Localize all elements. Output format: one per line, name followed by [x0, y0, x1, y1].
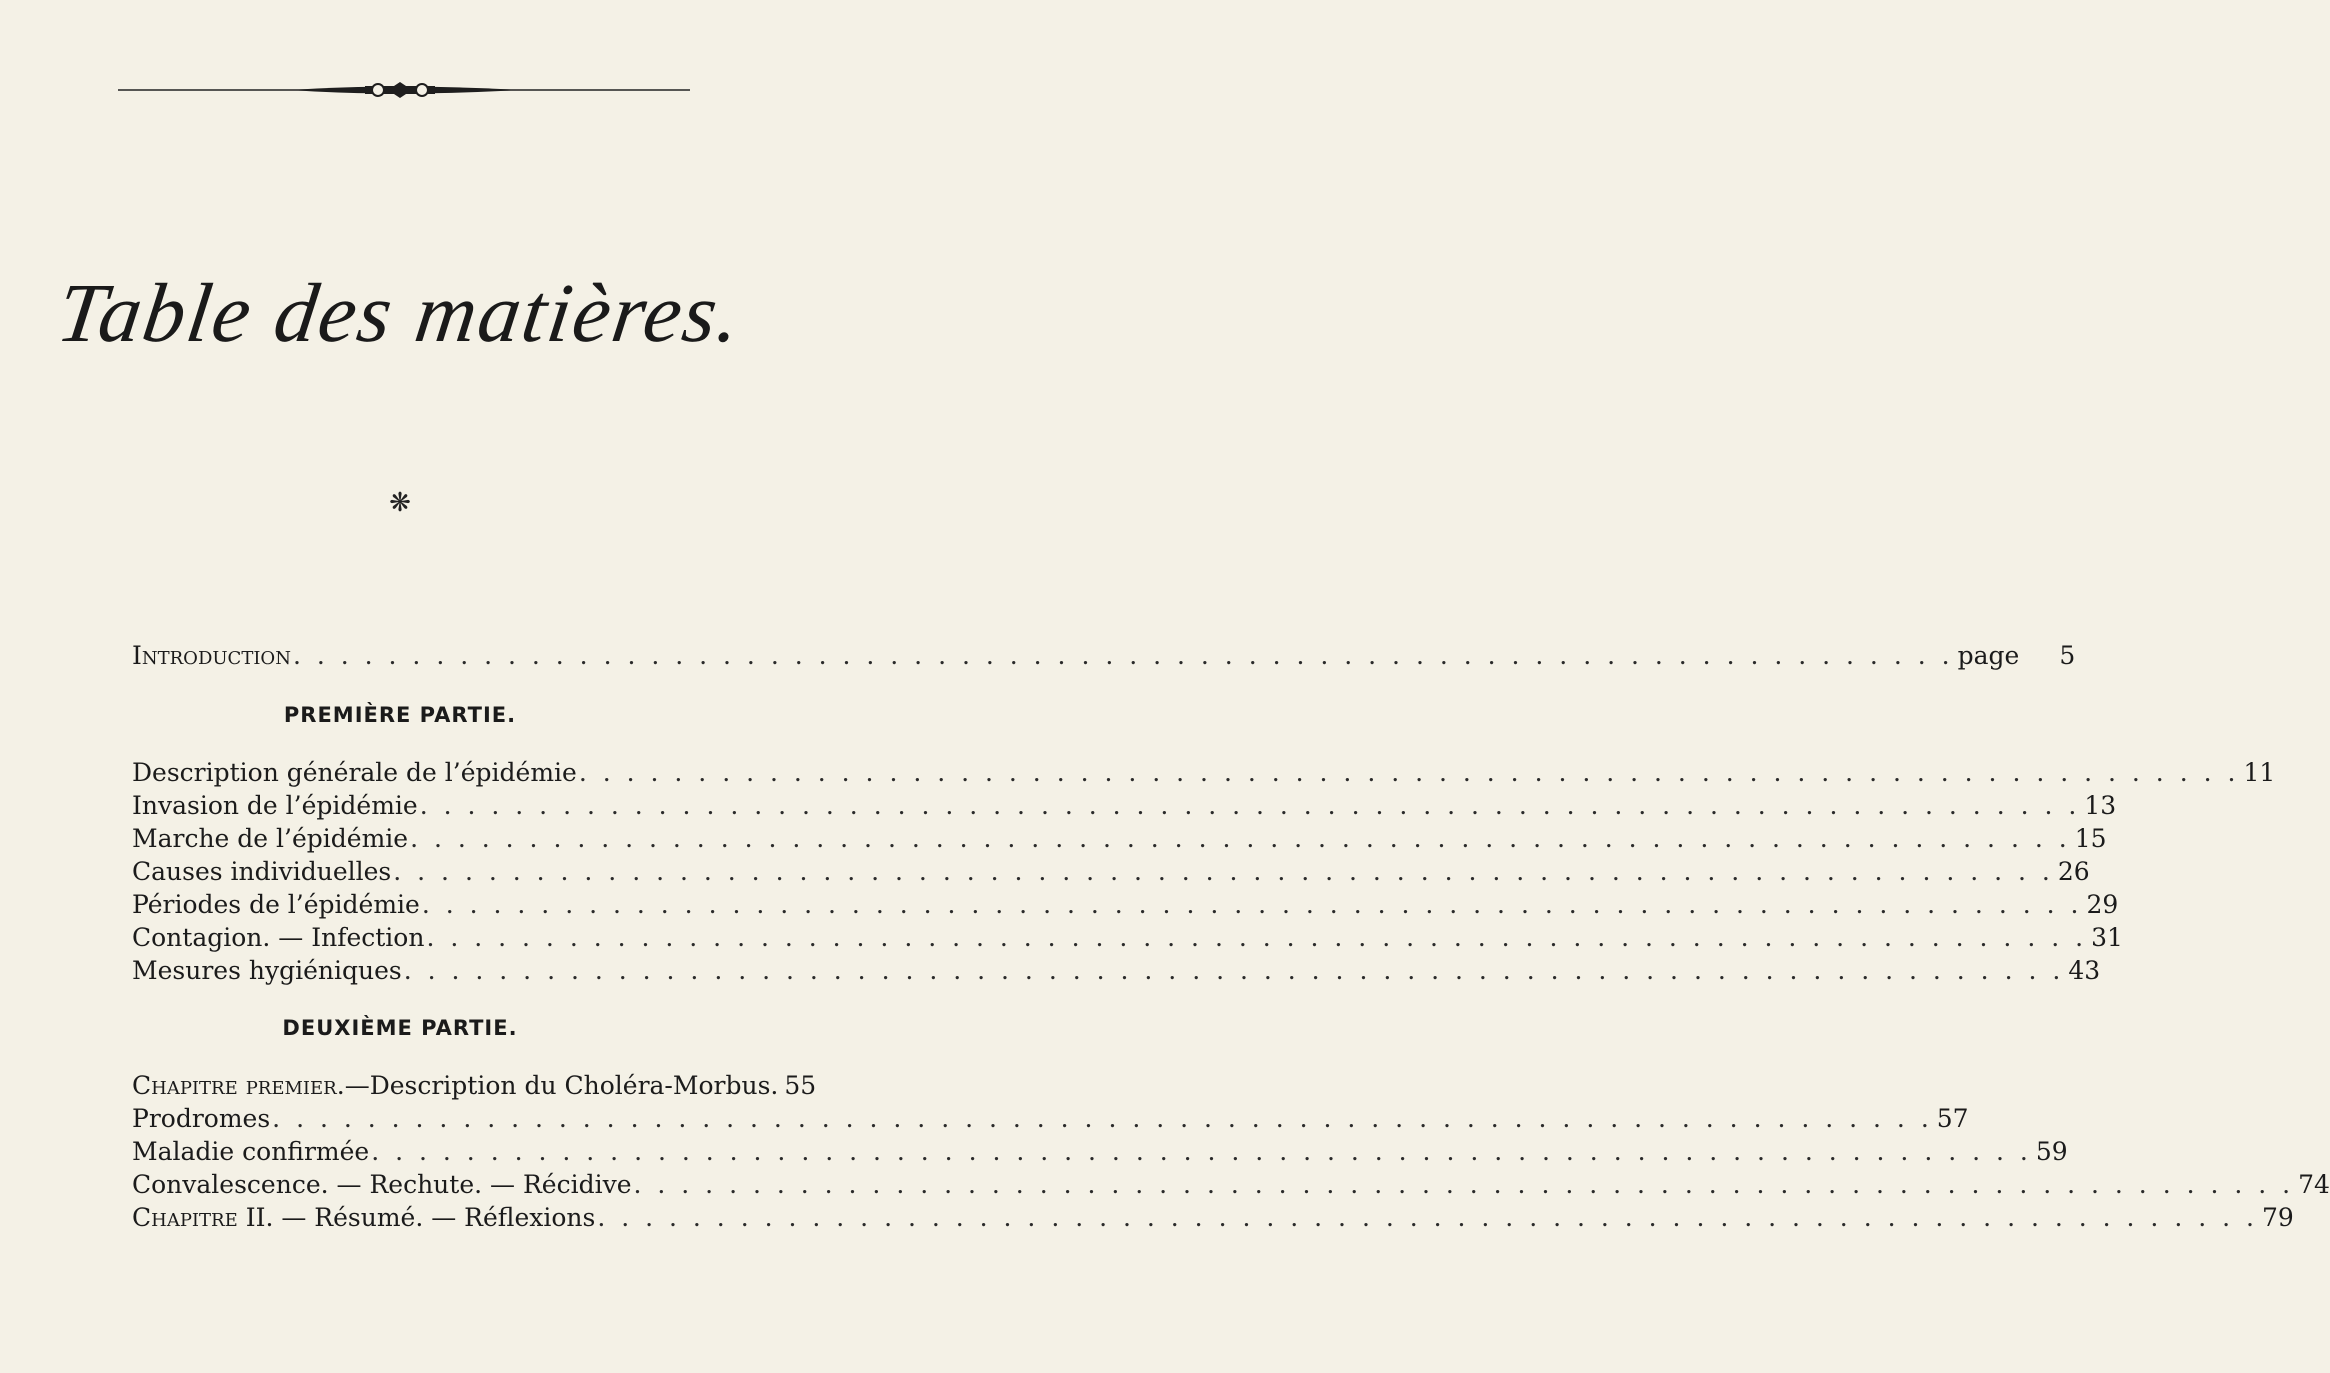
toc-label	[132, 1202, 595, 1234]
leader-dots	[597, 1202, 2258, 1234]
page-number: 57	[1936, 1104, 1969, 1133]
toc-entry-chapter-1	[132, 1070, 817, 1102]
leader-dots	[410, 823, 2071, 855]
toc-entry-chapter-2	[132, 1202, 2294, 1234]
leader-dots	[634, 1169, 2295, 1201]
page-number: 31	[2091, 923, 2123, 952]
toc-entry	[132, 856, 2090, 888]
toc-label: Invasion de l’épidémie	[132, 791, 418, 820]
page-number: 55	[784, 1071, 817, 1100]
toc-entry	[132, 823, 2107, 855]
toc-label: Convalescence. — Rechute. — Récidive	[132, 1170, 632, 1199]
page-number: 11	[2243, 758, 2276, 787]
page-number: 15	[2074, 824, 2107, 853]
toc-entry	[132, 790, 2117, 822]
toc-entry	[132, 1136, 2068, 1168]
page-word: page	[1957, 641, 2020, 670]
leader-dots	[420, 790, 2081, 822]
chapter-prefix: Chapitre premier.	[132, 1071, 345, 1100]
leader-dots	[393, 856, 2054, 888]
page-number: 43	[2068, 956, 2101, 985]
page-number: 79	[2261, 1203, 2294, 1232]
page-number: 13	[2084, 791, 2117, 820]
leader-dots	[404, 955, 2065, 987]
toc-label: Prodromes	[132, 1104, 271, 1133]
page-title: Table des matières.	[52, 267, 748, 360]
leader-dots	[371, 1136, 2032, 1168]
toc-entry	[132, 1103, 1969, 1135]
toc-entry	[132, 1169, 2330, 1201]
toc-label: Contagion. — Infection	[132, 923, 425, 952]
page-number: 5	[2059, 641, 2076, 670]
toc-label: Périodes de l’épidémie	[132, 890, 420, 919]
page-number: 74	[2298, 1170, 2330, 1199]
leader-dots	[293, 640, 1954, 672]
section-heading-part-2: DEUXIÈME PARTIE.	[282, 1016, 518, 1040]
leader-dots	[426, 922, 2087, 954]
toc-entry	[132, 757, 2276, 789]
toc-label: Description générale de l’épidémie	[132, 758, 577, 787]
toc-label: Mesures hygiéniques	[132, 956, 402, 985]
toc-label: Marche de l’épidémie	[132, 824, 409, 853]
toc-label: Maladie confirmée	[132, 1137, 370, 1166]
page-number: 26	[2057, 857, 2090, 886]
leader-dots	[422, 889, 2083, 921]
leader-dots	[272, 1103, 1933, 1135]
chapter-title: — Résumé. — Réflexions	[273, 1203, 596, 1232]
leader-dots	[579, 757, 2240, 789]
toc-label: Introduction	[132, 641, 291, 670]
header-ornament	[0, 72, 800, 108]
chapter-title: —Description du Choléra-Morbus.	[344, 1071, 779, 1100]
toc-entry-introduction	[132, 640, 2076, 672]
page-number: 59	[2035, 1137, 2068, 1166]
toc-label	[132, 1070, 778, 1102]
chapter-prefix: Chapitre II.	[132, 1203, 274, 1232]
section-heading-part-1: PREMIÈRE PARTIE.	[283, 703, 517, 727]
toc-label: Causes individuelles	[132, 857, 392, 886]
asterism-icon: ❋	[389, 488, 411, 518]
toc-entry	[132, 955, 2101, 987]
page-number: 29	[2086, 890, 2119, 919]
toc-entry	[132, 889, 2119, 921]
toc-entry	[132, 922, 2123, 954]
